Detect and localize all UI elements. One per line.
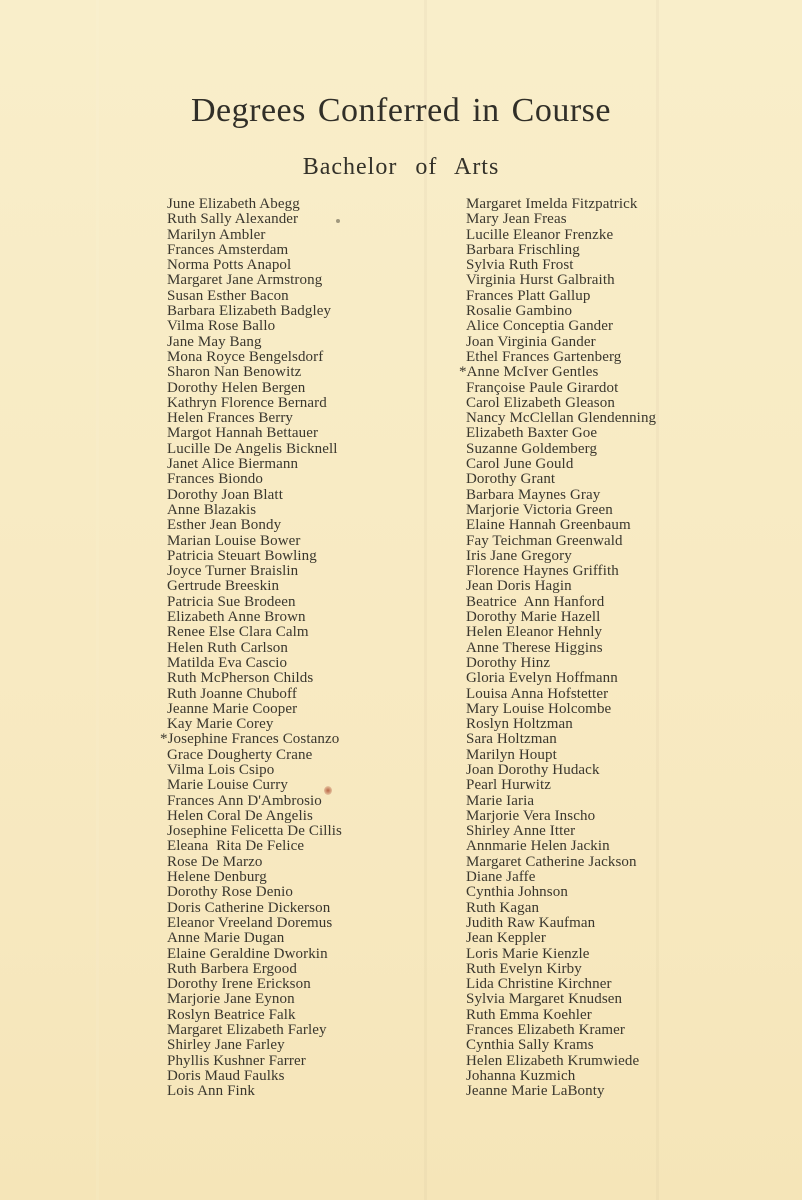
graduate-name: Elaine Hannah Greenbaum (466, 517, 631, 534)
graduate-name: Esther Jean Bondy (167, 517, 282, 534)
graduate-name: Anne Therese Higgins (466, 639, 603, 656)
graduate-name: Marjorie Jane Eynon (167, 991, 295, 1008)
graduate-name: Lucille De Angelis Bicknell (167, 440, 338, 457)
graduate-name: Cynthia Johnson (466, 884, 568, 901)
graduate-name: Jeanne Marie LaBonty (466, 1083, 605, 1100)
names-column-right (459, 196, 657, 1100)
graduate-name: Beatrice Ann Hanford (466, 593, 605, 610)
graduate-name: Mary Jean Freas (466, 211, 567, 228)
graduate-name: Dorothy Irene Erickson (167, 976, 311, 993)
graduate-name: Marie Iaria (466, 792, 535, 809)
graduate-name: Pearl Hurwitz (466, 777, 552, 794)
graduate-name: Helen Ruth Carlson (167, 639, 288, 656)
graduate-name: Rose De Marzo (167, 853, 263, 870)
graduate-name: Dorothy Grant (466, 471, 556, 488)
graduate-name: Ruth Emma Koehler (466, 1006, 592, 1023)
graduate-name: Ruth Evelyn Kirby (466, 960, 582, 977)
graduate-name: Carol Elizabeth Gleason (466, 394, 615, 411)
graduate-name: Suzanne Goldemberg (466, 440, 598, 457)
graduate-name: Françoise Paule Girardot (466, 379, 619, 396)
graduate-name: Marjorie Victoria Green (466, 501, 613, 518)
graduate-name: Margaret Imelda Fitzpatrick (466, 196, 638, 212)
graduate-name: Ruth Joanne Chuboff (167, 685, 297, 702)
graduate-name: Susan Esther Bacon (167, 287, 289, 304)
graduate-name: Dorothy Helen Bergen (167, 379, 306, 396)
graduate-name: Elaine Geraldine Dworkin (167, 945, 328, 962)
graduate-name: Margaret Catherine Jackson (466, 853, 637, 870)
graduate-name: Sharon Nan Benowitz (167, 364, 302, 381)
graduate-name: Frances Platt Gallup (466, 287, 591, 304)
graduate-name: Barbara Frischling (466, 241, 580, 258)
graduate-name: Kathryn Florence Bernard (167, 394, 327, 411)
graduate-name: Jean Doris Hagin (466, 578, 572, 595)
graduate-name: Sylvia Ruth Frost (466, 257, 574, 274)
graduate-name: Doris Maud Faulks (167, 1067, 285, 1084)
graduate-name: Marilyn Houpt (466, 746, 557, 763)
graduate-name: Jane May Bang (167, 333, 262, 350)
graduate-name: Shirley Jane Farley (167, 1037, 285, 1054)
graduate-name: Joan Virginia Gander (466, 333, 596, 350)
graduate-name: Barbara Elizabeth Badgley (167, 303, 332, 320)
graduate-name: Norma Potts Anapol (167, 257, 292, 274)
graduate-name: *Anne McIver Gentles (459, 364, 599, 381)
graduate-name: Margaret Elizabeth Farley (167, 1022, 327, 1039)
graduate-name: Sylvia Margaret Knudsen (466, 991, 623, 1008)
graduate-name: Cynthia Sally Krams (466, 1037, 594, 1054)
graduate-name: Frances Elizabeth Kramer (466, 1022, 625, 1039)
graduate-name: Margot Hannah Bettauer (167, 425, 319, 442)
graduate-name: Lois Ann Fink (167, 1083, 255, 1100)
ink-spot (324, 786, 332, 795)
graduate-name: Helene Denburg (167, 869, 267, 886)
graduate-name: Elizabeth Anne Brown (167, 609, 306, 626)
graduate-name: Kay Marie Corey (167, 716, 274, 733)
graduate-name: Iris Jane Gregory (466, 547, 572, 564)
graduate-name: Helen Eleanor Hehnly (466, 624, 603, 641)
graduate-name: June Elizabeth Abegg (167, 196, 300, 212)
graduate-name: Loris Marie Kienzle (466, 945, 590, 962)
graduate-name: Patricia Steuart Bowling (167, 547, 317, 564)
graduate-name: Patricia Sue Brodeen (167, 593, 296, 610)
graduate-name: Ruth Barbera Ergood (167, 960, 297, 977)
graduate-name: Roslyn Beatrice Falk (167, 1006, 296, 1023)
graduate-name: Frances Biondo (167, 471, 263, 488)
graduate-name: Virginia Hurst Galbraith (466, 272, 615, 289)
graduate-name: Vilma Rose Ballo (167, 318, 276, 335)
graduate-name: Helen Coral De Angelis (167, 807, 313, 824)
graduate-name: Helen Elizabeth Krumwiede (466, 1052, 640, 1069)
names-column-left (160, 196, 342, 1100)
graduate-name: Johanna Kuzmich (466, 1067, 576, 1084)
graduate-name: Dorothy Hinz (466, 654, 551, 671)
graduate-name: Marilyn Ambler (167, 226, 266, 243)
graduate-name: Ruth Sally Alexander (167, 211, 299, 228)
graduate-name: Lucille Eleanor Frenzke (466, 226, 614, 243)
ink-speck (336, 219, 340, 223)
graduate-name: Margaret Jane Armstrong (167, 272, 323, 289)
graduate-name: Florence Haynes Griffith (466, 563, 619, 580)
graduate-name: Joyce Turner Braislin (167, 563, 299, 580)
graduate-name: Marie Louise Curry (167, 777, 288, 794)
graduate-name: Dorothy Marie Hazell (466, 609, 601, 626)
graduate-name: Fay Teichman Greenwald (466, 532, 623, 549)
graduate-name: Frances Amsterdam (167, 241, 289, 258)
graduate-name: Phyllis Kushner Farrer (167, 1052, 306, 1069)
graduate-name: Renee Else Clara Calm (167, 624, 309, 641)
graduate-name: Gertrude Breeskin (167, 578, 280, 595)
graduate-name: Carol June Gould (466, 456, 574, 473)
graduate-name: Jean Keppler (466, 930, 546, 947)
graduate-name: Nancy McClellan Glendenning (466, 410, 657, 427)
graduate-name: Jeanne Marie Cooper (167, 700, 298, 717)
graduate-name: Sara Holtzman (466, 731, 557, 748)
graduate-name: Annmarie Helen Jackin (466, 838, 610, 855)
graduate-name: Gloria Evelyn Hoffmann (466, 670, 618, 687)
page-title: Degrees Conferred in Course (191, 92, 611, 129)
graduate-name: Helen Frances Berry (167, 410, 294, 427)
graduate-name: Elizabeth Baxter Goe (466, 425, 598, 442)
graduate-name: Barbara Maynes Gray (466, 486, 601, 503)
graduate-name: Ruth Kagan (466, 899, 540, 916)
graduate-name: Alice Conceptia Gander (466, 318, 614, 335)
graduate-name: Lida Christine Kirchner (466, 976, 612, 993)
graduate-name: Shirley Anne Itter (466, 823, 576, 840)
graduate-name: Anne Blazakis (167, 501, 257, 518)
graduate-name: Dorothy Rose Denio (167, 884, 293, 901)
graduate-name: Dorothy Joan Blatt (167, 486, 283, 503)
graduate-name: Joan Dorothy Hudack (466, 761, 600, 778)
graduate-name: Rosalie Gambino (466, 303, 573, 320)
graduate-name: Grace Dougherty Crane (167, 746, 313, 763)
graduate-name: Vilma Lois Csipo (167, 761, 275, 778)
graduate-name: Louisa Anna Hofstetter (466, 685, 609, 702)
graduate-name: Eleanor Vreeland Doremus (167, 914, 333, 931)
graduate-name: Josephine Felicetta De Cillis (167, 823, 342, 840)
graduate-name: Mary Louise Holcombe (466, 700, 612, 717)
graduate-name: Eleana Rita De Felice (167, 838, 305, 855)
graduate-name: Ruth McPherson Childs (167, 670, 314, 687)
graduate-name: Judith Raw Kaufman (466, 914, 596, 931)
graduate-name: Doris Catherine Dickerson (167, 899, 331, 916)
graduate-name: Matilda Eva Cascio (167, 654, 288, 671)
graduate-name: Janet Alice Biermann (167, 456, 299, 473)
graduate-name: Ethel Frances Gartenberg (466, 348, 622, 365)
graduate-name: Anne Marie Dugan (167, 930, 285, 947)
graduate-name: Marian Louise Bower (167, 532, 301, 549)
graduate-name: Marjorie Vera Inscho (466, 807, 596, 824)
graduate-name: *Josephine Frances Costanzo (160, 731, 340, 748)
graduate-name: Roslyn Holtzman (466, 716, 573, 733)
graduate-name: Mona Royce Bengelsdorf (167, 348, 324, 365)
degree-section-title: Bachelor of Arts (302, 154, 500, 180)
graduate-name: Diane Jaffe (466, 869, 536, 886)
graduate-name: Frances Ann D'Ambrosio (167, 792, 322, 809)
